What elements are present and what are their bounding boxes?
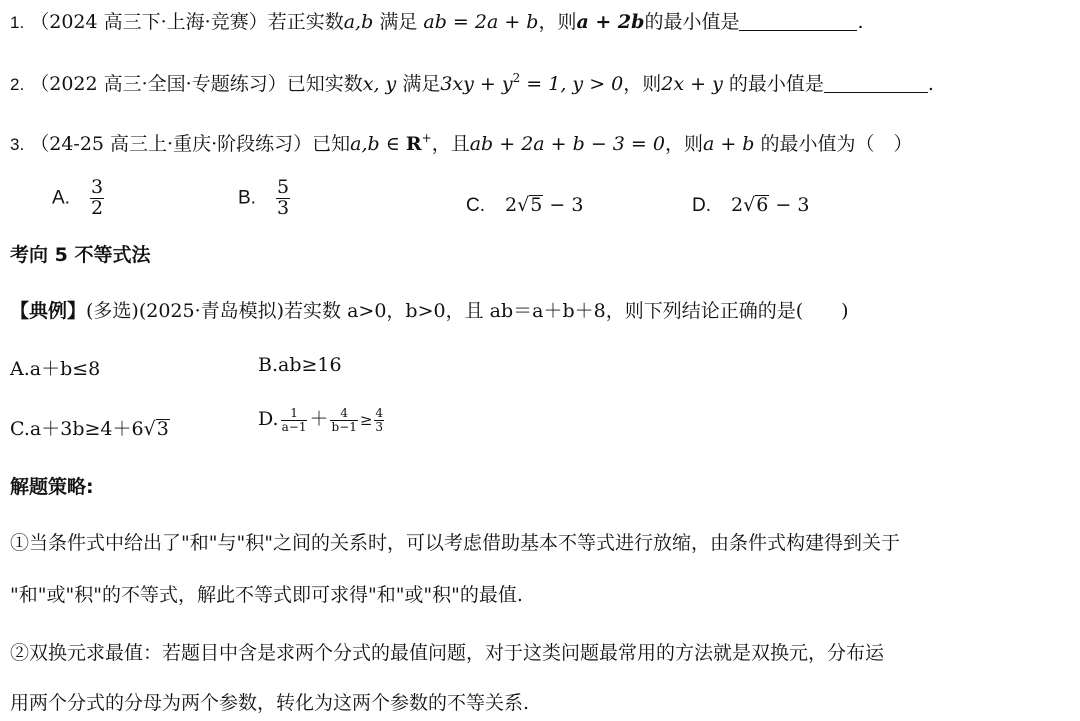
sqrt-radicand: 5 <box>530 194 543 216</box>
question-text: 的最小值为（ ） <box>760 133 913 155</box>
math-target: a + 2b <box>576 11 645 33</box>
math-condition: ab + 2a + b − 3 = 0 <box>469 133 665 155</box>
sqrt-radicand: 3 <box>156 418 169 440</box>
fraction-numerator: 5 <box>277 176 290 198</box>
option-b[interactable] <box>238 178 292 219</box>
option-rest: − 3 <box>769 194 810 216</box>
example-option-c[interactable] <box>10 414 170 441</box>
ge-sign: ≥ <box>359 411 373 429</box>
question-text: ，则 <box>623 73 662 95</box>
question-text: 已知实数 <box>286 73 363 95</box>
strategy-paragraph-1-line-2: "和"或"积"的不等式，解此不等式即可求得"和"或"积"的最值. <box>10 584 523 606</box>
fraction-numerator: 4 <box>340 405 348 420</box>
question-source: （24-25 高三上·重庆·阶段练习） <box>30 133 313 155</box>
math-exponent: 2 <box>512 71 521 85</box>
sqrt-icon: √ <box>143 418 156 440</box>
question-text: 若正实数 <box>267 11 344 33</box>
example-question <box>10 302 849 321</box>
question-3 <box>10 132 913 154</box>
strategy-paragraph-1-line-1: ①当条件式中给出了"和"与"积"之间的关系时，可以考虑借助基本不等式进行放缩，由条件式构建得到关于 <box>10 532 900 554</box>
strategy-heading: 解题策略: <box>10 476 94 498</box>
question-end: . <box>927 73 934 95</box>
question-1 <box>10 12 864 32</box>
question-text: ，则 <box>538 11 577 33</box>
math-variables: x, y <box>362 73 397 95</box>
sqrt-icon: √ <box>743 194 756 216</box>
math-condition: ab = 2a + b <box>423 11 539 33</box>
question-text: 的最小值是 <box>644 11 740 33</box>
question-2 <box>10 72 934 94</box>
fraction-denominator: 3 <box>375 419 384 434</box>
option-coef: 2 <box>505 194 518 216</box>
example-text: (多选)(2025·青岛模拟)若实数 a>0，b>0，且 ab＝a＋b＋8，则下列结论正确的是( ) <box>86 300 849 322</box>
option-a[interactable] <box>52 178 106 219</box>
fraction-numerator: 1 <box>290 405 298 420</box>
question-text: ，则 <box>664 133 703 155</box>
question-source: （2022 高三·全国·专题练习） <box>30 73 287 95</box>
example-option-d[interactable] <box>258 404 386 433</box>
option-coef: 2 <box>731 194 744 216</box>
option-text: C.a＋3b≥4＋6 <box>10 418 144 440</box>
math-set: R <box>405 133 422 155</box>
math-condition: 3xy + y <box>440 73 513 95</box>
question-text: 的最小值是 <box>728 73 824 95</box>
fraction-denominator: 2 <box>91 196 104 219</box>
answer-blank <box>824 74 928 93</box>
example-option-a[interactable]: A.a＋b≤8 <box>10 358 101 380</box>
fraction-denominator: b−1 <box>331 419 357 434</box>
option-label: C. <box>466 195 485 216</box>
option-label: D. <box>692 195 711 216</box>
question-text: 满足 <box>379 11 418 33</box>
question-text: ，且 <box>431 133 470 155</box>
option-c[interactable] <box>466 194 583 217</box>
math-target: 2x + y <box>661 73 723 95</box>
fraction-denominator: a−1 <box>281 419 307 434</box>
section-heading: 考向 5 不等式法 <box>10 244 151 266</box>
option-label: D. <box>258 408 279 430</box>
example-option-b[interactable]: B.ab≥16 <box>258 354 342 376</box>
math-target: a + b <box>702 133 755 155</box>
math-variables: a,b ∈ <box>350 133 406 155</box>
question-source: （2024 高三下·上海·竞赛） <box>30 11 268 33</box>
strategy-paragraph-2-line-2: 用两个分式的分母为两个参数，转化为这两个参数的不等关系. <box>10 692 530 714</box>
question-number: 2. <box>10 75 25 94</box>
math-condition: = 1, y > 0 <box>520 73 624 95</box>
option-d[interactable] <box>692 194 809 217</box>
question-end: . <box>857 11 864 33</box>
example-tag: 【典例】 <box>10 300 87 322</box>
option-label: B. <box>238 187 256 209</box>
fraction-denominator: 3 <box>277 196 290 219</box>
question-number: 3. <box>10 135 25 154</box>
question-text: 满足 <box>402 73 441 95</box>
math-set-sup: + <box>421 131 432 145</box>
option-label: A. <box>52 187 70 209</box>
answer-blank <box>739 12 857 31</box>
math-variables: a,b <box>343 11 374 33</box>
sqrt-icon: √ <box>517 194 530 216</box>
question-text: 已知 <box>312 133 351 155</box>
sqrt-radicand: 6 <box>756 194 769 216</box>
plus-sign: ＋ <box>309 408 329 430</box>
fraction-numerator: 4 <box>375 405 384 420</box>
fraction-numerator: 3 <box>91 176 104 198</box>
question-number: 1. <box>10 13 25 32</box>
option-rest: − 3 <box>543 194 584 216</box>
strategy-paragraph-2-line-1: ②双换元求最值：若题目中含是求两个分式的最值问题，对于这类问题最常用的方法就是双换元，分布运 <box>10 642 885 664</box>
